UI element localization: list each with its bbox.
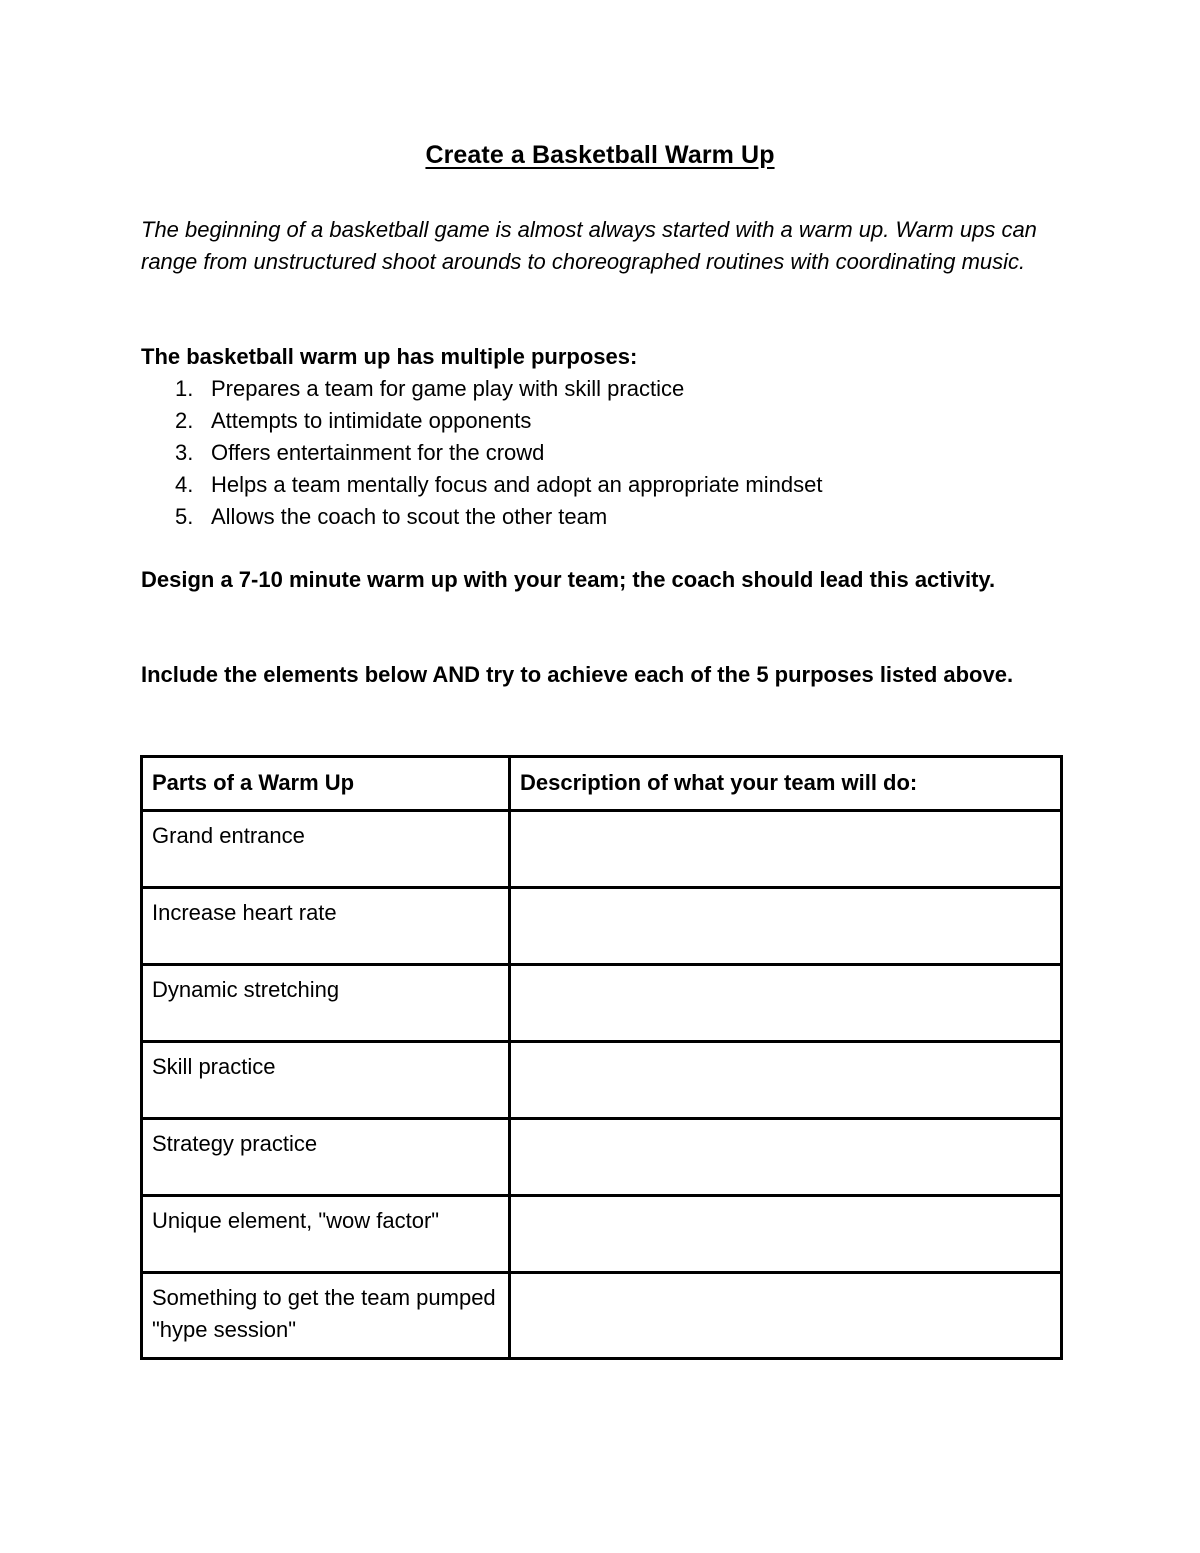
list-number: 4. <box>175 472 194 497</box>
include-instruction: Include the elements below AND try to achieve each of the 5 purposes listed above. <box>141 662 1014 687</box>
table-row <box>142 965 1062 1042</box>
table-row <box>142 1273 1062 1359</box>
header-parts: Parts of a Warm Up <box>142 757 510 811</box>
list-item-text: Helps a team mentally focus and adopt an appropriate mindset <box>211 472 823 497</box>
table-row <box>142 1196 1062 1273</box>
warmup-table <box>140 755 1063 1360</box>
list-item <box>141 373 822 405</box>
list-item-text: Prepares a team for game play with skill practice <box>211 376 685 401</box>
description-cell[interactable] <box>510 1273 1062 1359</box>
part-cell: Unique element, "wow factor" <box>142 1196 510 1273</box>
list-item-text: Allows the coach to scout the other team <box>211 504 608 529</box>
description-cell[interactable] <box>510 1196 1062 1273</box>
page-title: Create a Basketball Warm Up <box>425 141 775 169</box>
part-cell: Skill practice <box>142 1042 510 1119</box>
list-item <box>141 437 822 469</box>
table-header-row <box>142 757 1062 811</box>
table-row <box>142 1119 1062 1196</box>
part-cell: Strategy practice <box>142 1119 510 1196</box>
list-number: 3. <box>175 440 194 465</box>
description-cell[interactable] <box>510 811 1062 888</box>
table-row <box>142 888 1062 965</box>
list-item <box>141 405 822 437</box>
table-row <box>142 811 1062 888</box>
design-instruction: Design a 7-10 minute warm up with your team; the coach should lead this activity. <box>141 567 996 592</box>
intro-paragraph: The beginning of a basketball game is almost always started with a warm up. Warm ups can range from unstructured shoot arounds to choreographed routines with coordinating music. <box>141 217 1037 274</box>
part-cell: Something to get the team pumped "hype session" <box>142 1273 510 1359</box>
list-item <box>141 501 822 533</box>
list-number: 5. <box>175 504 194 529</box>
header-description: Description of what your team will do: <box>510 757 1062 811</box>
list-item <box>141 469 822 501</box>
purposes-heading: The basketball warm up has multiple purposes: <box>141 344 638 369</box>
list-item-text: Offers entertainment for the crowd <box>211 440 545 465</box>
description-cell[interactable] <box>510 888 1062 965</box>
list-number: 2. <box>175 408 194 433</box>
table-row <box>142 1042 1062 1119</box>
description-cell[interactable] <box>510 1119 1062 1196</box>
part-cell: Dynamic stretching <box>142 965 510 1042</box>
list-item-text: Attempts to intimidate opponents <box>211 408 532 433</box>
description-cell[interactable] <box>510 965 1062 1042</box>
list-number: 1. <box>175 376 194 401</box>
description-cell[interactable] <box>510 1042 1062 1119</box>
purposes-list <box>141 373 822 533</box>
part-cell: Increase heart rate <box>142 888 510 965</box>
part-cell: Grand entrance <box>142 811 510 888</box>
